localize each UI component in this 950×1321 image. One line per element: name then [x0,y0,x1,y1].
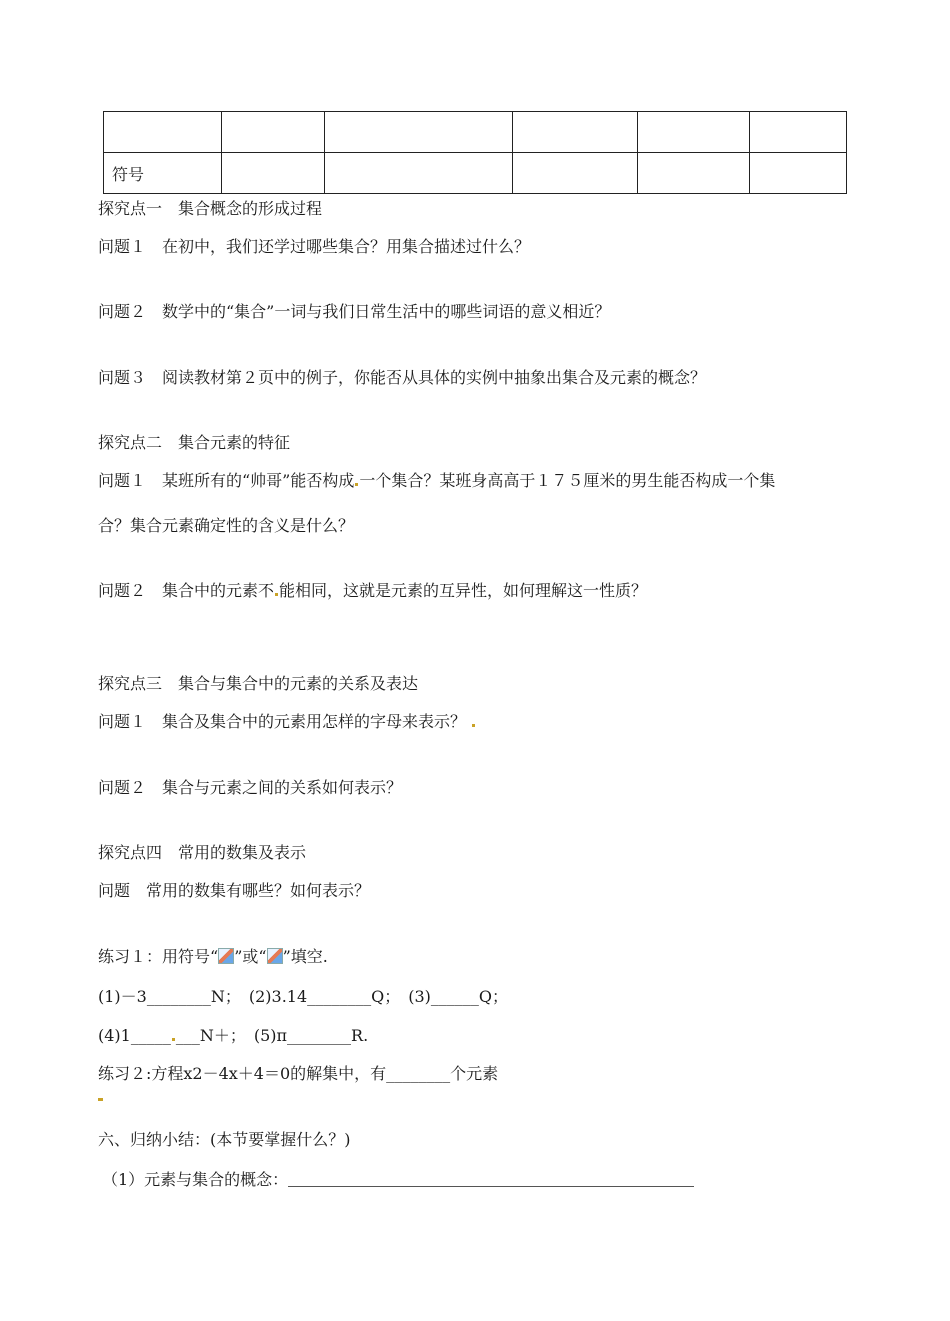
summary-item1 [102,1170,694,1190]
table-row [104,153,847,194]
symbol-table [103,111,847,194]
text-part: ”填空. [282,947,328,966]
mark-dot [98,1098,103,1101]
section3-question2: 问题２ 集合与元素之间的关系如何表示？ [98,778,403,797]
table-row [104,112,847,153]
section2-question2 [98,581,647,601]
text-part: 一个集合？某班身高高于１７５厘米的男生能否构成一个集 [359,471,776,490]
table-cell [325,153,513,194]
section4-heading: 探究点四 常用的数集及表示 [98,843,307,862]
table-cell [222,112,325,153]
mark-dot [472,724,475,727]
section1-question2: 问题２ 数学中的“集合”一词与我们日常生活中的哪些词语的意义相近？ [98,302,611,321]
element-of-symbol-icon [218,948,234,964]
table-cell [638,153,750,194]
text-part: （1）元素与集合的概念： [102,1170,289,1189]
exercise1-row1: (1)－3________N； (2)3.14________Q； (3)______Q； [98,987,509,1006]
text-part: 练习１：用符号“ [98,947,219,966]
text-part: 问题２ 集合中的元素不 [98,581,275,600]
section3-heading: 探究点三 集合与集合中的元素的关系及表达 [98,674,419,693]
table-cell [325,112,513,153]
mark-dot [355,483,358,486]
table-cell [104,112,222,153]
text-part: 问题１ 某班所有的“帅哥”能否构成 [98,471,355,490]
section1-heading: 探究点一 集合概念的形成过程 [98,199,323,218]
table-cell [750,153,847,194]
exercise2-text: 练习２:方程x2－4x＋4＝0的解集中，有________个元素 [98,1064,499,1083]
table-cell-symbol-label: 符号 [104,153,222,194]
table-cell [222,153,325,194]
text-part: (4)1_____ [98,1026,171,1045]
not-element-of-symbol-icon [267,948,283,964]
table-cell [513,153,638,194]
mark-dot [172,1038,175,1041]
section1-question1: 问题１ 在初中，我们还学过哪些集合？用集合描述过什么？ [98,237,531,256]
section4-question: 问题 常用的数集有哪些？如何表示？ [98,881,371,900]
table-cell [750,112,847,153]
answer-line [288,1172,694,1187]
exercise1-prompt [98,947,328,967]
section2-question1-line2: 合？集合元素确定性的含义是什么？ [98,516,355,535]
mark-dot [275,593,278,596]
text-part: 能相同，这就是元素的互异性，如何理解这一性质？ [279,581,648,600]
section1-question3: 问题３ 阅读教材第２页中的例子，你能否从具体的实例中抽象出集合及元素的概念？ [98,368,707,387]
table-cell [638,112,750,153]
table-cell [513,112,638,153]
exercise1-row2 [98,1026,368,1046]
section3-question1 [98,712,476,732]
text-part: ”或“ [234,947,267,966]
summary-heading: 六、归纳小结：(本节要掌握什么？) [98,1130,351,1149]
text-part: ___N＋； (5)π________R. [175,1026,369,1045]
text-part: 问题１ 集合及集合中的元素用怎样的字母来表示？ [98,712,467,731]
section2-heading: 探究点二 集合元素的特征 [98,433,291,452]
section2-question1-line1 [98,471,775,491]
